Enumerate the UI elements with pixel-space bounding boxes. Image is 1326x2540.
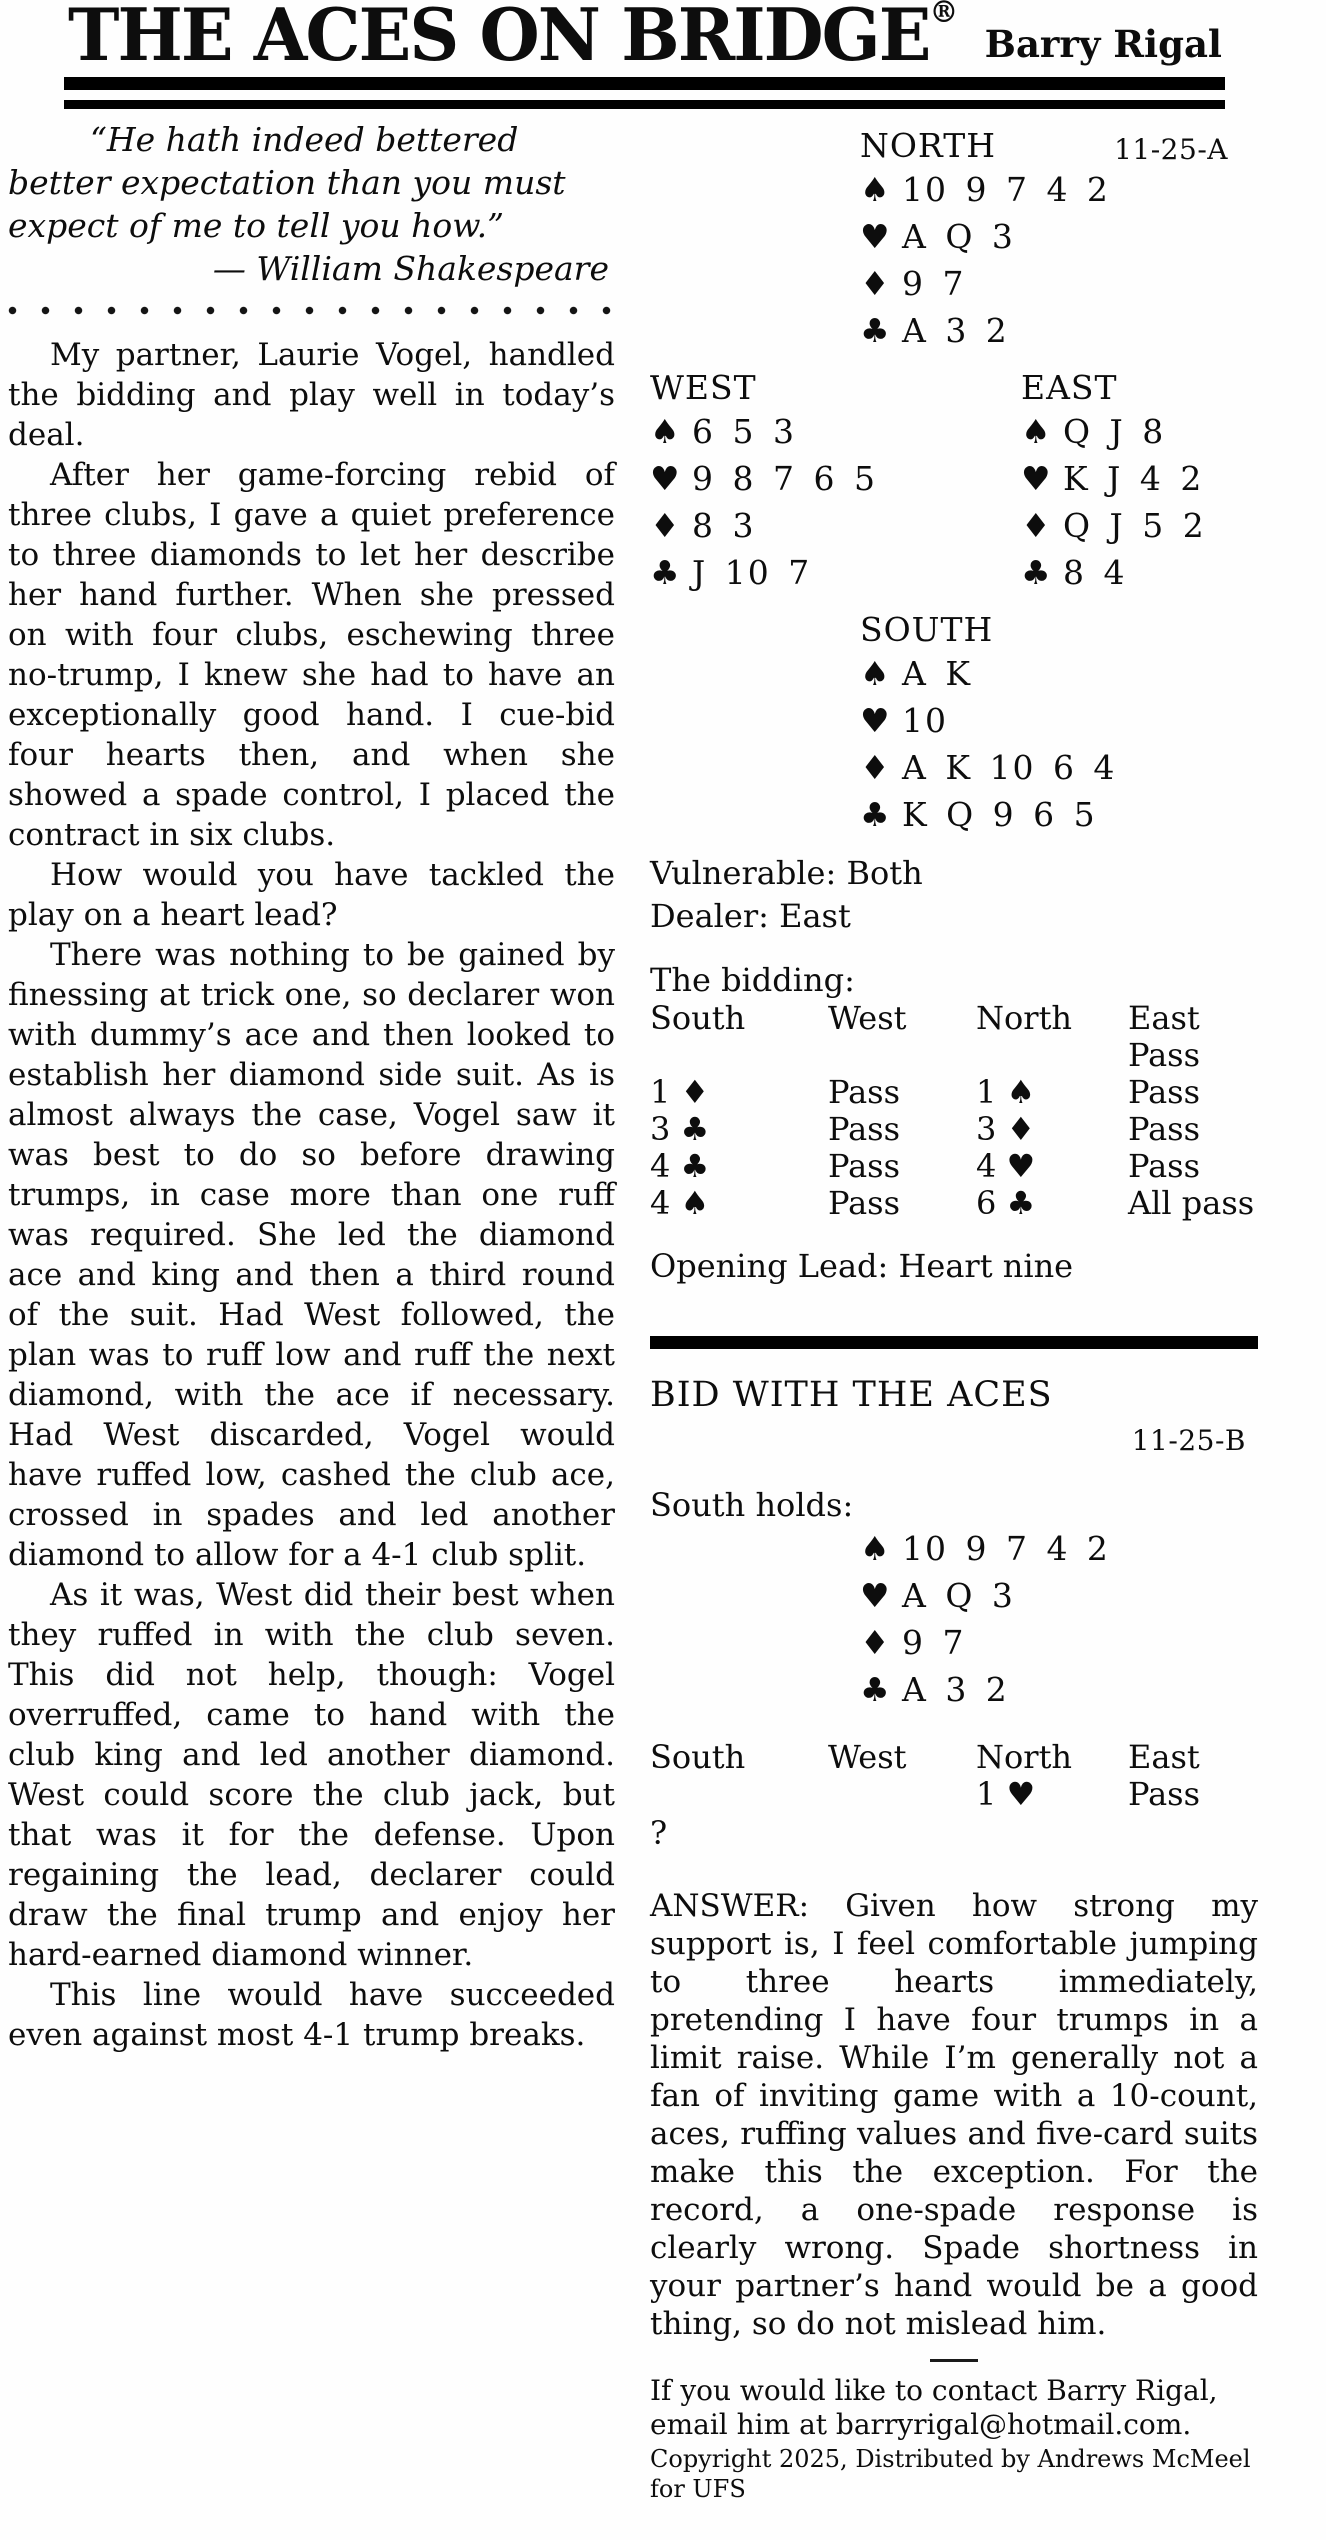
bid-cell: 1 ♦ xyxy=(650,1073,710,1111)
bid-cell: 6 ♣ xyxy=(976,1184,1036,1222)
bid-cell: Pass xyxy=(1128,1073,1201,1111)
north-hand xyxy=(860,166,1258,354)
bid-cell: 3 ♦ xyxy=(976,1110,1036,1148)
opening-lead: Opening Lead: Heart nine xyxy=(650,1247,1074,1285)
card-row xyxy=(650,455,1021,502)
epigraph-attribution: — William Shakespeare xyxy=(212,249,609,288)
copyright-line: Copyright 2025, Distributed by Andrews McMeel for UFS xyxy=(650,2445,1251,2503)
card-values: Q J 8 xyxy=(1063,412,1166,451)
card-values: K J 4 2 xyxy=(1063,459,1204,498)
bid-cell: All pass xyxy=(1128,1184,1255,1222)
deal-header xyxy=(650,126,1258,166)
registered-trademark-icon: ® xyxy=(929,0,959,30)
spade-icon: ♠ xyxy=(860,654,890,693)
column-title xyxy=(68,0,958,77)
bid-cell xyxy=(650,1776,828,1813)
card-row xyxy=(860,697,1258,744)
column-title-text: THE ACES ON BRIDGE xyxy=(68,0,930,77)
col-west: West xyxy=(828,999,907,1037)
club-icon: ♣ xyxy=(860,1670,890,1709)
card-values: 6 5 3 xyxy=(692,412,796,451)
bid-cell: 4 ♣ xyxy=(650,1147,710,1185)
col-east: East xyxy=(1128,999,1200,1037)
footer-dash xyxy=(930,2359,978,2362)
bid-cell xyxy=(976,1037,1128,1074)
bidding-header-row xyxy=(650,1000,1258,1037)
col-west: West xyxy=(828,1738,907,1776)
dotted-separator xyxy=(8,306,612,315)
north-label: NORTH xyxy=(860,126,996,165)
spade-icon: ♠ xyxy=(860,170,890,209)
card-values: 10 9 7 4 2 xyxy=(902,1529,1110,1568)
card-values: K Q 9 6 5 xyxy=(902,795,1097,834)
diamond-icon: ♦ xyxy=(860,748,890,787)
article-paragraph: After her game-forcing rebid of three clubs, I gave a quiet preference to three diamonds to let her describe her hand further. When she pressed on with four clubs, eschewing three no-trump, I knew she had to have an exceptionally good hand. I cue-bid four hearts then, and when she showed a spade control, I placed the contract in six clubs. xyxy=(8,457,615,853)
article-paragraph: This line would have succeeded even against most 4-1 trump breaks. xyxy=(8,1977,615,2053)
card-values: 9 8 7 6 5 xyxy=(692,459,877,498)
card-row xyxy=(1021,455,1206,502)
bid-cell: Pass xyxy=(828,1073,901,1111)
club-icon: ♣ xyxy=(650,553,680,592)
heart-icon: ♥ xyxy=(650,459,680,498)
heart-icon: ♥ xyxy=(860,217,890,256)
article-paragraph: There was nothing to be gained by finessing at trick one, so declarer won with dummy’s ace and then looked to establish her diamond side suit. As is almost always the case, Vogel saw it was best to do so before drawing trumps, in case more than one ruff was required. She led the diamond ace and king and then a third round of the suit. Had West followed, the plan was to ruff low and ruff the next diamond, with the ace if necessary. Had West discarded, Vogel would have ruffed low, cashed the club ace, crossed in spades and led another diamond to allow for a 4-1 club split. xyxy=(8,937,615,1573)
club-icon: ♣ xyxy=(860,311,890,350)
col-south: South xyxy=(650,999,746,1037)
bidding-row xyxy=(650,1185,1258,1222)
card-values: 10 xyxy=(902,701,948,740)
header-rule-top xyxy=(64,77,1225,90)
bidding-row xyxy=(650,1776,1258,1813)
card-row xyxy=(860,1572,1258,1619)
card-values: J 10 7 xyxy=(692,553,812,592)
bid-cell: Pass xyxy=(828,1110,901,1148)
card-values: 8 3 xyxy=(692,506,756,545)
card-row xyxy=(650,502,1021,549)
card-row xyxy=(1021,502,1206,549)
heart-icon: ♥ xyxy=(860,701,890,740)
south-holds-label: South holds: xyxy=(650,1486,854,1524)
south-hand xyxy=(860,610,1258,838)
card-row xyxy=(1021,408,1206,455)
bidding-row xyxy=(650,1074,1258,1111)
heart-icon: ♥ xyxy=(1021,459,1051,498)
section-divider-rule xyxy=(650,1336,1258,1349)
bid-with-aces-table xyxy=(650,1739,1258,1813)
card-values: 9 7 xyxy=(902,1623,966,1662)
card-row xyxy=(860,1619,1258,1666)
bidding-row xyxy=(650,1148,1258,1185)
dealer-line: Dealer: East xyxy=(650,897,851,935)
left-column xyxy=(8,118,615,2055)
bidding-table xyxy=(650,1000,1258,1222)
card-row xyxy=(860,213,1258,260)
col-east: East xyxy=(1128,1738,1200,1776)
card-row xyxy=(860,307,1258,354)
col-north: North xyxy=(976,999,1073,1037)
east-label: EAST xyxy=(1021,368,1118,407)
diamond-icon: ♦ xyxy=(650,506,680,545)
deal-id-b: 11-25-B xyxy=(1131,1424,1246,1457)
card-values: 10 9 7 4 2 xyxy=(902,170,1110,209)
club-icon: ♣ xyxy=(860,795,890,834)
card-row xyxy=(1021,549,1206,596)
card-row xyxy=(860,166,1258,213)
deal-id-a: 11-25-A xyxy=(1114,133,1228,166)
card-values: 8 4 xyxy=(1063,553,1127,592)
heart-icon: ♥ xyxy=(860,1576,890,1615)
club-icon: ♣ xyxy=(1021,553,1051,592)
card-values: Q J 5 2 xyxy=(1063,506,1206,545)
bid-cell xyxy=(828,1037,976,1074)
west-label: WEST xyxy=(650,368,757,407)
bid-cell: Pass xyxy=(1128,1110,1201,1148)
south-label: SOUTH xyxy=(860,610,994,649)
diamond-icon: ♦ xyxy=(860,264,890,303)
bid-cell: Pass xyxy=(1128,1147,1201,1185)
bidding-heading: The bidding: xyxy=(650,961,855,999)
spade-icon: ♠ xyxy=(1021,412,1051,451)
card-row xyxy=(860,791,1258,838)
bid-cell: Pass xyxy=(828,1184,901,1222)
bidding-row xyxy=(650,1111,1258,1148)
card-row xyxy=(650,408,1021,455)
card-row xyxy=(860,260,1258,307)
vulnerable-line: Vulnerable: Both xyxy=(650,854,923,892)
diamond-icon: ♦ xyxy=(1021,506,1051,545)
card-values: A K 10 6 4 xyxy=(902,748,1117,787)
article-paragraph: My partner, Laurie Vogel, handled the bidding and play well in today’s deal. xyxy=(8,337,615,453)
bid-cell: Pass xyxy=(1128,1775,1201,1813)
card-row xyxy=(650,549,1021,596)
card-values: A K xyxy=(902,654,972,693)
bid-cell: 4 ♥ xyxy=(976,1147,1036,1185)
bid-cell: 4 ♠ xyxy=(650,1184,710,1222)
bid-cell: 1 ♠ xyxy=(976,1073,1036,1111)
bid-cell xyxy=(650,1037,828,1074)
article-paragraph: As it was, West did their best when they ruffed in with the club seven. This did not help, though: Vogel overruffed, came to hand with the club king and led another diamond. West could score the club jack, but that was it for the defense. Upon regaining the lead, declarer could draw the final trump and enjoy her hard-earned diamond winner. xyxy=(8,1577,615,1973)
bid-cell: Pass xyxy=(828,1147,901,1185)
byline: Barry Rigal xyxy=(984,22,1222,66)
card-row xyxy=(860,1666,1258,1713)
bid-cell: 3 ♣ xyxy=(650,1110,710,1148)
card-row xyxy=(860,744,1258,791)
card-values: A 3 2 xyxy=(902,1670,1009,1709)
answer-paragraph: ANSWER: Given how strong my support is, I feel comfortable jumping to three hearts immediately, pretending I have four trumps in a limit raise. While I’m generally not a fan of inviting game with a 10-count, aces, ruffing values and five-card suits make this the exception. For the record, a one-spade response is clearly wrong. Spade shortness in your partner’s hand would be a good thing, so do not mislead him. xyxy=(650,1888,1258,2342)
bidding-header-row xyxy=(650,1739,1258,1776)
question-mark: ? xyxy=(650,1814,668,1852)
card-row xyxy=(860,1525,1258,1572)
epigraph-quote: “He hath indeed bettered better expectation than you must expect of me to tell you how.” xyxy=(8,120,566,245)
deal-meta xyxy=(650,852,1258,938)
card-row xyxy=(860,650,1258,697)
card-values: A 3 2 xyxy=(902,311,1009,350)
bid-with-aces-heading: BID WITH THE ACES xyxy=(650,1375,1053,1415)
bid-cell: Pass xyxy=(1128,1036,1201,1074)
col-south: South xyxy=(650,1738,746,1776)
spade-icon: ♠ xyxy=(650,412,680,451)
diamond-icon: ♦ xyxy=(860,1623,890,1662)
header-rule-bottom xyxy=(64,100,1225,109)
article-paragraph: How would you have tackled the play on a heart lead? xyxy=(8,857,615,933)
masthead xyxy=(0,0,1326,112)
south-holds-hand xyxy=(860,1525,1258,1713)
spade-icon: ♠ xyxy=(860,1529,890,1568)
contact-note: If you would like to contact Barry Rigal, email him at barryrigal@hotmail.com. xyxy=(650,2374,1218,2441)
card-values: A Q 3 xyxy=(902,217,1015,256)
article-body xyxy=(8,335,615,2055)
bidding-row xyxy=(650,1037,1258,1074)
west-east-row xyxy=(650,368,1258,596)
right-column xyxy=(650,126,1258,2504)
card-values: A Q 3 xyxy=(902,1576,1015,1615)
card-values: 9 7 xyxy=(902,264,966,303)
west-hand xyxy=(650,368,1021,596)
east-hand xyxy=(1021,368,1206,596)
bid-cell xyxy=(828,1776,976,1813)
col-north: North xyxy=(976,1738,1073,1776)
bid-cell: 1 ♥ xyxy=(976,1775,1036,1813)
